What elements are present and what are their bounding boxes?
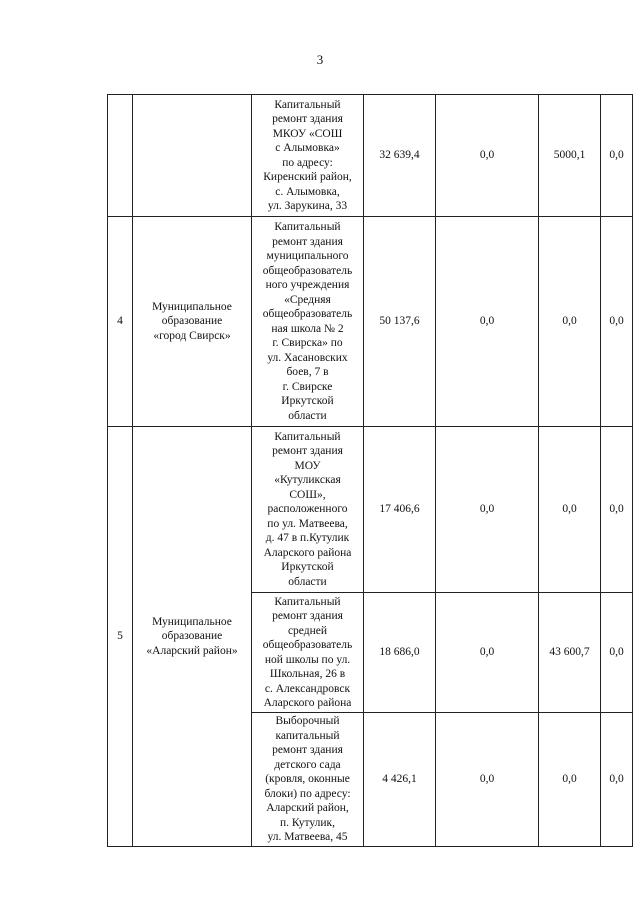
row-index: [108, 95, 133, 217]
row-index: 4: [108, 217, 133, 427]
value-cell-v3: 0,0: [539, 217, 601, 427]
municipality-cell: [133, 217, 252, 427]
description-line: Капитальный: [274, 221, 341, 233]
value-cell-v2: 0,0: [436, 217, 539, 427]
municipality-line: Муниципальное: [152, 300, 232, 313]
project-description: [252, 217, 364, 427]
value-cell-v4: 0,0: [601, 593, 633, 713]
description-line: Киренский район,: [263, 171, 352, 183]
value-cell-v3: 0,0: [539, 427, 601, 593]
description-line: детского сада: [274, 758, 341, 771]
description-line: по ул. Матвеева,: [267, 517, 348, 530]
municipality-cell: [133, 95, 252, 217]
description-line: с. Алымовка,: [275, 185, 340, 198]
municipality-line: «город Свирск»: [153, 329, 231, 342]
description-line: Аларского района: [263, 697, 352, 709]
municipality-line: Муниципальное: [152, 615, 232, 628]
municipality-line: «Аларский район»: [146, 644, 238, 657]
table-row: [108, 427, 633, 593]
value-cell-v4: 0,0: [601, 427, 633, 593]
page-number: 3: [316, 52, 324, 67]
description-line: ул. Матвеева, 45: [267, 831, 348, 844]
description-line: общеобразователь: [262, 264, 353, 277]
description-line: МОУ: [294, 459, 321, 472]
value-cell-v4: 0,0: [601, 713, 633, 847]
table-row: [108, 95, 633, 217]
description-line: с Алымовка»: [275, 142, 340, 154]
description-line: Капитальный: [274, 595, 341, 608]
description-line: МКОУ «СОШ: [272, 127, 343, 140]
description-line: Иркутской: [281, 561, 334, 574]
municipality-cell: [133, 427, 252, 847]
description-line: ремонт здания: [272, 113, 343, 125]
description-line: ремонт здания: [272, 610, 343, 622]
value-cell-v4: 0,0: [601, 95, 633, 217]
value-cell-v1: 32 639,4: [364, 95, 436, 217]
project-description: [252, 427, 364, 593]
description-line: Капитальный: [274, 98, 341, 111]
value-cell-v3: 0,0: [539, 713, 601, 847]
description-line: расположенного: [267, 503, 348, 516]
municipality-line: образование: [161, 315, 223, 328]
description-line: (кровля, оконные: [265, 773, 350, 786]
description-line: Аларский район,: [266, 802, 349, 815]
value-cell-v3: 5000,1: [539, 95, 601, 217]
description-line: капитальный: [275, 729, 340, 742]
description-line: с. Александровск: [264, 682, 351, 695]
value-cell-v1: 17 406,6: [364, 427, 436, 593]
description-line: ного учреждения: [265, 279, 350, 291]
value-cell-v2: 0,0: [436, 593, 539, 713]
description-line: ул. Хасановских: [267, 351, 348, 364]
description-line: ул. Зарукина, 33: [267, 200, 348, 212]
description-line: области: [288, 409, 327, 422]
description-line: Аларского района: [263, 546, 352, 559]
value-cell-v1: 50 137,6: [364, 217, 436, 427]
value-cell-v4: 0,0: [601, 217, 633, 427]
description-line: области: [288, 575, 327, 588]
description-line: «Кутуликская: [274, 474, 341, 487]
description-line: средней: [287, 624, 328, 637]
value-cell-v2: 0,0: [436, 713, 539, 847]
funding-table: [107, 94, 633, 847]
value-cell-v2: 0,0: [436, 95, 539, 217]
description-line: по адресу:: [282, 156, 333, 169]
description-line: Иркутской: [281, 395, 334, 407]
description-line: ная школа № 2: [271, 322, 344, 335]
description-line: общеобразователь: [262, 308, 353, 320]
description-line: г. Свирске: [282, 380, 333, 393]
description-line: ремонт здания: [272, 744, 343, 757]
row-index: 5: [108, 427, 133, 847]
value-cell-v1: 18 686,0: [364, 593, 436, 713]
value-cell-v3: 43 600,7: [539, 593, 601, 713]
description-line: общеобразователь: [262, 639, 353, 651]
municipality-line: образование: [161, 630, 223, 643]
description-line: Школьная, 26 в: [269, 668, 346, 680]
description-line: боев, 7 в: [286, 366, 329, 378]
project-description: [252, 593, 364, 713]
description-line: г. Свирска» по: [272, 337, 343, 349]
project-description: [252, 95, 364, 217]
description-line: п. Кутулик,: [280, 816, 335, 829]
description-line: Выборочный: [275, 715, 340, 728]
description-line: ремонт здания: [272, 235, 343, 248]
project-description: [252, 713, 364, 847]
description-line: Капитальный: [274, 430, 341, 443]
description-line: «Средняя: [284, 293, 331, 306]
description-line: ной школы по ул.: [264, 653, 351, 666]
description-line: муниципального: [266, 250, 349, 262]
description-line: СОШ»,: [289, 488, 326, 501]
value-cell-v2: 0,0: [436, 427, 539, 593]
value-cell-v1: 4 426,1: [364, 713, 436, 847]
description-line: блоки) по адресу:: [264, 787, 351, 800]
table-row: [108, 217, 633, 427]
description-line: ремонт здания: [272, 445, 343, 458]
description-line: д. 47 в п.Кутулик: [265, 532, 350, 545]
